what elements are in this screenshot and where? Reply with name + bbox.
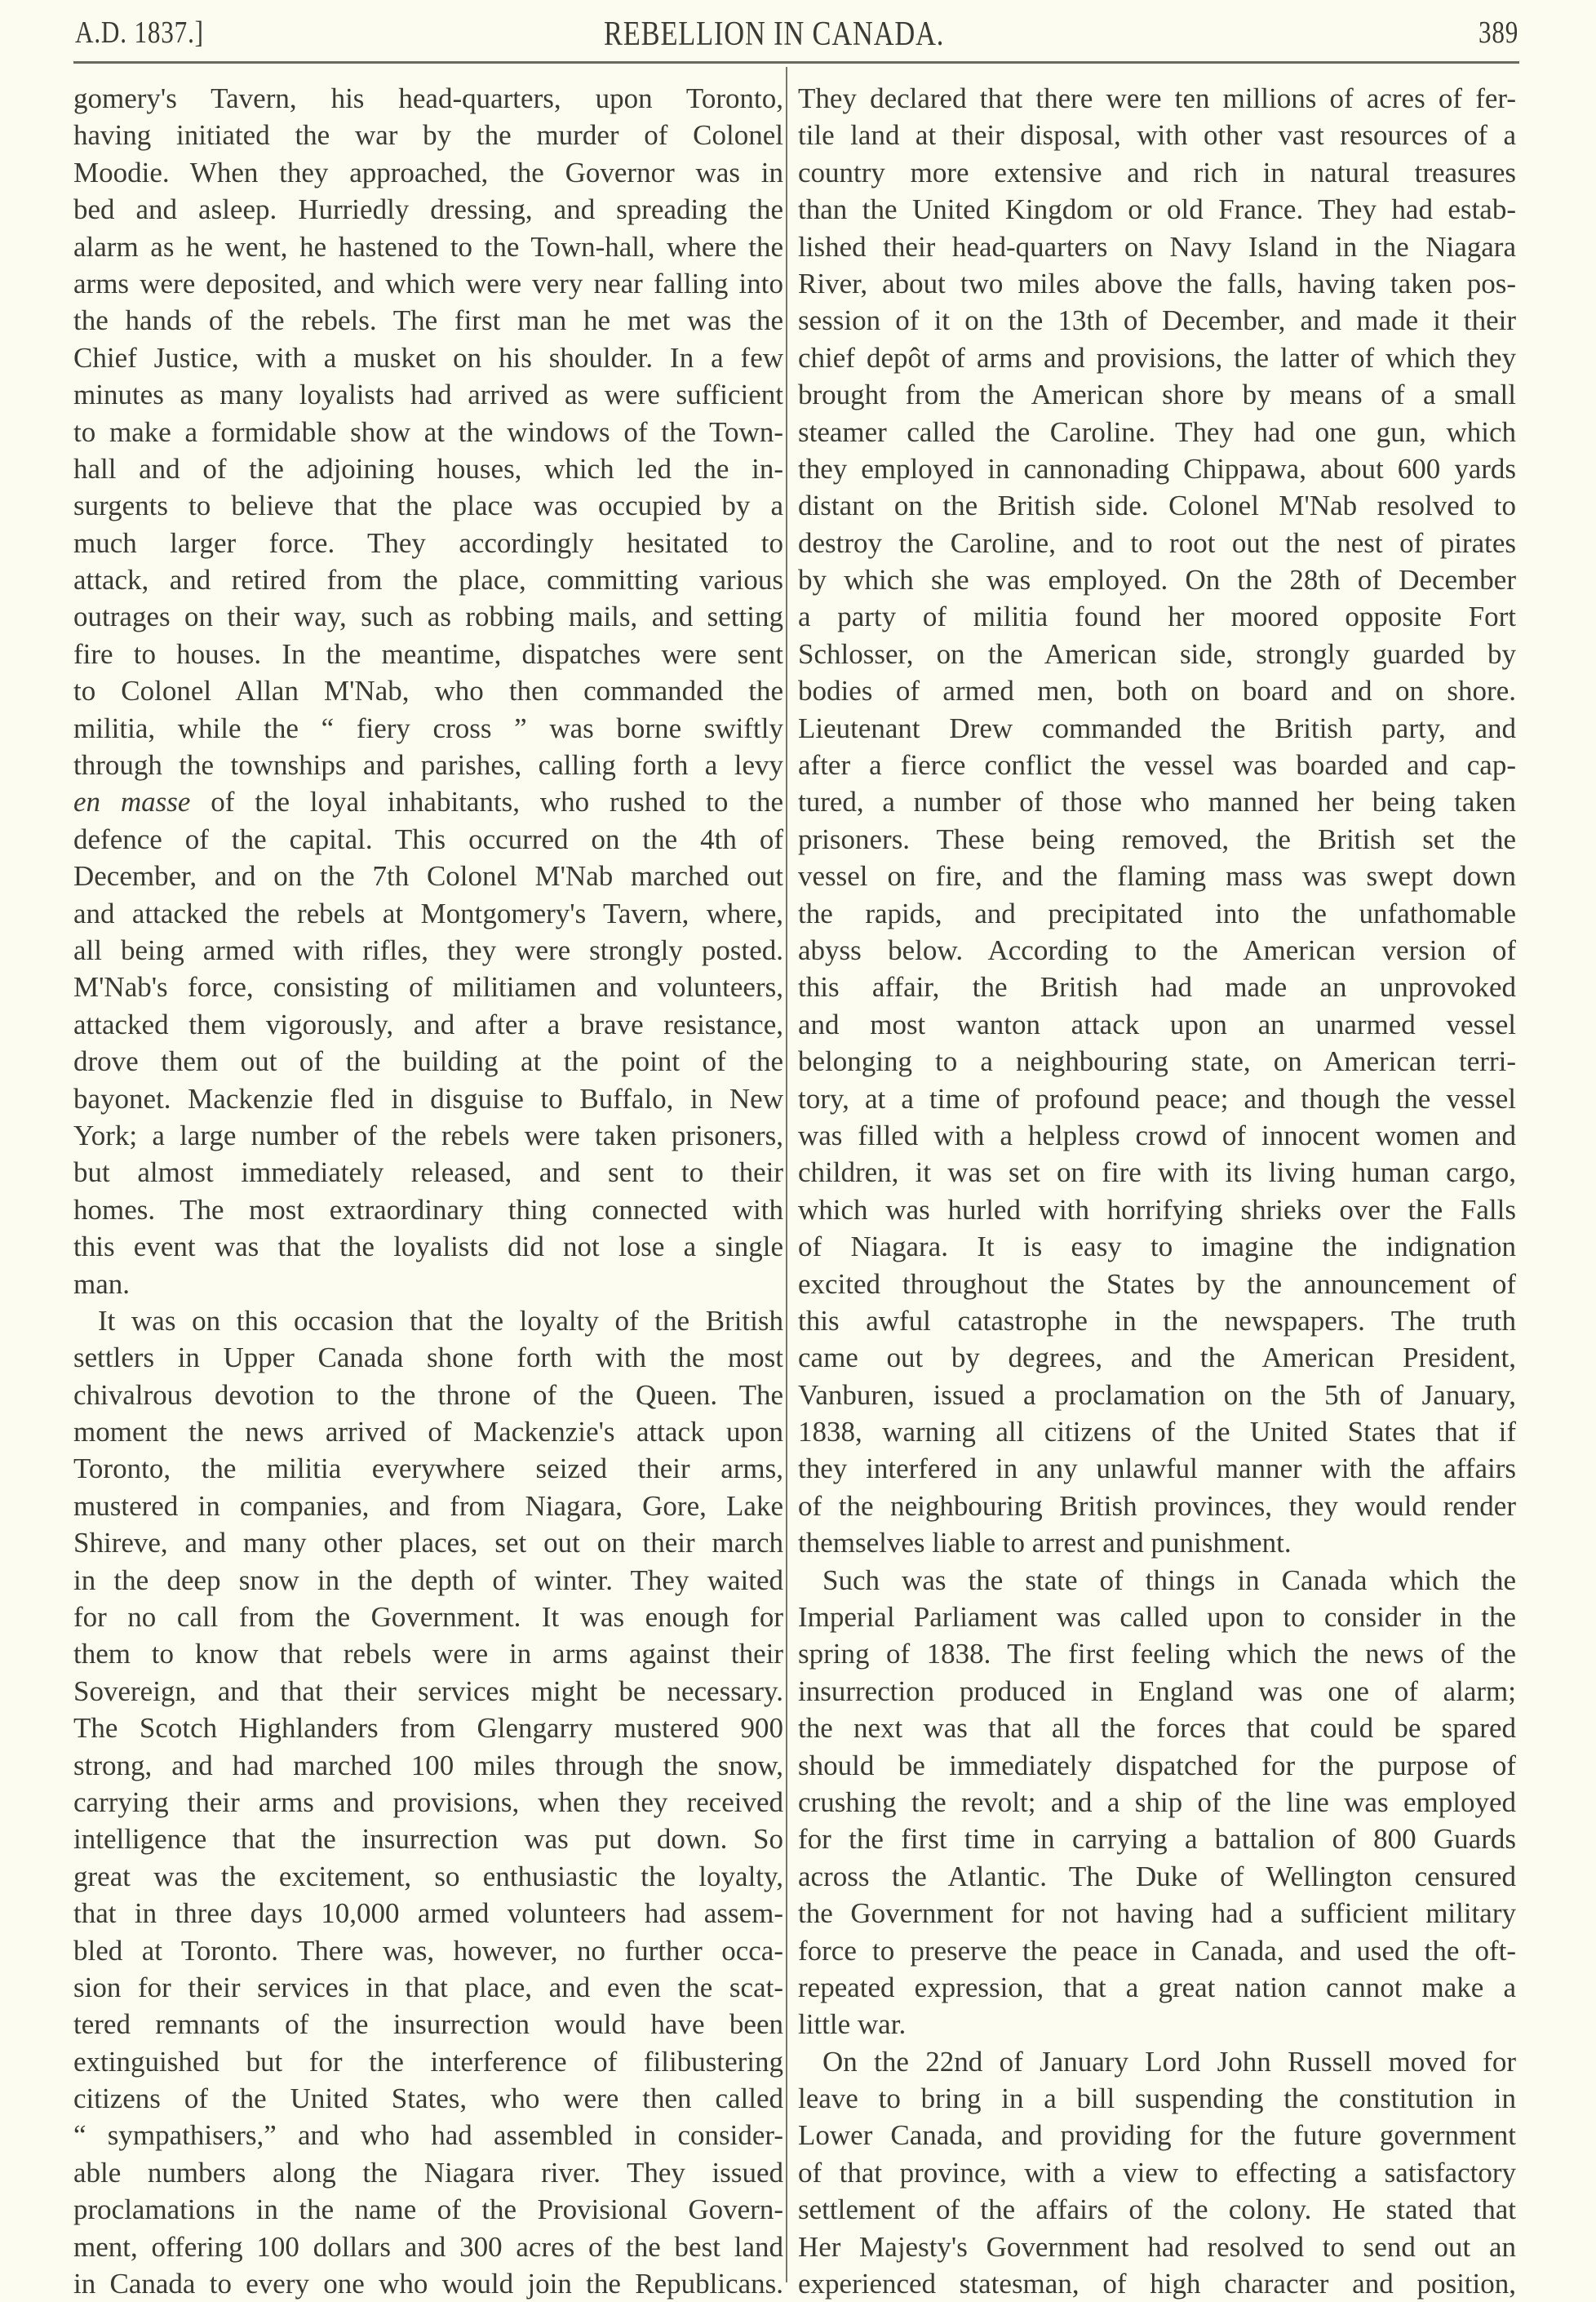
text-line: tured, a number of those who manned her being taken [798,786,1516,818]
text-line: York; a large number of the rebels were taken prisoners, [73,1119,783,1151]
text-line: hall and of the adjoining houses, which led the in- [73,452,783,485]
text-line: brought from the American shore by means of a small [798,379,1516,411]
text-line: settlers in Upper Canada shone forth with the most [73,1342,783,1374]
text-line: moment the news arrived of Mackenzie's attack upon [73,1416,783,1448]
text-line: bayonet. Mackenzie fled in disguise to Buffalo, in New [73,1082,783,1115]
text-line: which was hurled with horrifying shrieks over the Falls [798,1193,1516,1226]
text-line: surgents to believe that the place was occupied by a [73,490,783,522]
text-line: in the deep snow in the depth of winter. They waited [73,1563,783,1596]
text-line: On the 22nd of January Lord John Russell moved for [822,2045,1516,2078]
text-line: militia, while the “ fiery cross ” was borne swiftly [73,712,783,744]
text-line: the hands of the rebels. The first man he met was the [73,304,783,337]
text-line: “ sympathisers,” and who had assembled in consider- [73,2119,783,2152]
text-line: belonging to a neighbouring state, on American terri- [798,1045,1516,1078]
text-line: of that province, with a view to effecting a satisfactory [798,2156,1516,2189]
text-line: little war. [798,2008,907,2041]
text-line: ment, offering 100 dollars and 300 acres of the best land [73,2230,783,2263]
text-line: was filled with a helpless crowd of innocent women and [798,1119,1516,1151]
text-line: came out by degrees, and the American President, [798,1342,1516,1374]
text-line: citizens of the United States, who were then called [73,2082,783,2115]
text-line: Shireve, and many other places, set out on their march [73,1527,783,1559]
text-line: extinguished but for the interference of filibustering [73,2045,783,2078]
text-line: sion for their services in that place, and even the scat- [73,1971,783,2003]
text-line: tile land at their disposal, with other vast resources of a [798,119,1516,152]
text-line: should be immediately dispatched for the purpose of [798,1749,1516,1781]
text-line: River, about two miles above the falls, having taken pos- [798,267,1516,299]
text-line: outrages on their way, such as robbing mails, and setting [73,601,783,633]
running-head-title: REBELLION IN CANADA. [604,16,945,53]
text-line: December, and on the 7th Colonel M'Nab marched out [73,860,783,893]
text-line: vessel on fire, and the flaming mass was swept down [798,860,1516,893]
text-line: fire to houses. In the meantime, dispatches were sent [73,637,783,670]
text-line: bodies of armed men, both on board and on shore. [798,675,1516,707]
text-line: mustered in companies, and from Niagara, Gore, Lake [73,1489,783,1522]
text-line: that in three days 10,000 armed volunteers had assem- [73,1897,783,1930]
text-line: for the first time in carrying a battalion of 800 Guards [798,1823,1516,1856]
text-line: Toronto, the militia everywhere seized their arms, [73,1453,783,1485]
right-column [798,80,1516,2302]
text-line: steamer called the Caroline. They had one gun, which [798,415,1516,448]
text-line: leave to bring in a bill suspending the constitution in [798,2082,1516,2115]
text-line: homes. The most extraordinary thing connected with [73,1193,783,1226]
text-line: It was on this occasion that the loyalty of the British [98,1304,783,1337]
text-line: alarm as he went, he hastened to the Town-hall, where the [73,230,783,263]
text-line: en masse of the loyal inhabitants, who rushed to the [73,786,783,818]
text-line: this awful catastrophe in the newspapers. The truth [798,1304,1516,1337]
text-line: through the townships and parishes, calling forth a levy [73,749,783,782]
text-line: a party of militia found her moored opposite Fort [798,601,1516,633]
text-line: They declared that there were ten millions of acres of fer- [798,82,1516,114]
paragraph [798,80,1516,1562]
text-line: M'Nab's force, consisting of militiamen and volunteers, [73,971,783,1004]
text-line: attack, and retired from the place, committing various [73,564,783,597]
text-line: tory, at a time of profound peace; and though the vessel [798,1082,1516,1115]
text-line: prisoners. These being removed, the British set the [798,823,1516,855]
text-line: the Government for not having had a sufficient military [798,1897,1516,1930]
text-line: than the United Kingdom or old France. They had estab- [798,193,1516,226]
text-line: settlement of the affairs of the colony. He stated that [798,2193,1516,2226]
text-line: bled at Toronto. There was, however, no further occa- [73,1934,783,1967]
text-line: Moodie. When they approached, the Governor was in [73,156,783,189]
text-line: to make a formidable show at the windows of the Town- [73,415,783,448]
text-line: Schlosser, on the American side, strongly guarded by [798,637,1516,670]
text-line: session of it on the 13th of December, and made it their [798,304,1516,337]
text-line: spring of 1838. The first feeling which the news of the [798,1638,1516,1670]
text-line: and most wanton attack upon an unarmed vessel [798,1008,1516,1040]
text-line: Sovereign, and that their services might be necessary. [73,1674,783,1707]
text-line: lished their head-quarters on Navy Island in the Niagara [798,230,1516,263]
text-line: them to know that rebels were in arms against their [73,1638,783,1670]
text-line: across the Atlantic. The Duke of Wellington censured [798,1860,1516,1892]
text-line: attacked them vigorously, and after a brave resistance, [73,1008,783,1040]
paragraph [73,1302,783,2302]
text-line: of Niagara. It is easy to imagine the indignation [798,1231,1516,1263]
text-line: chief depôt of arms and provisions, the latter of which they [798,341,1516,374]
text-line: after a fierce conflict the vessel was boarded and cap- [798,749,1516,782]
running-head-date: A.D. 1837.] [75,16,204,50]
text-line: drove them out of the building at the point of the [73,1045,783,1078]
text-line: but almost immediately released, and sent to their [73,1156,783,1189]
text-line: Vanburen, issued a proclamation on the 5th of January, [798,1378,1516,1411]
text-line: man. [73,1267,131,1300]
text-line: this affair, the British had made an unprovoked [798,971,1516,1004]
text-line: force to preserve the peace in Canada, and used the oft- [798,1934,1516,1967]
paragraph [73,80,783,1302]
text-line: 1838, warning all citizens of the United States that if [798,1416,1516,1448]
text-line: experienced statesman, of high character and position, [798,2268,1516,2300]
column-divider [786,67,787,2282]
left-column [73,80,783,2302]
text-line: intelligence that the insurrection was put down. So [73,1823,783,1856]
text-line: Lieutenant Drew commanded the British party, and [798,712,1516,744]
text-line: they employed in cannonading Chippawa, about 600 yards [798,452,1516,485]
text-line: carrying their arms and provisions, when they received [73,1785,783,1818]
text-line: children, it was set on fire with its living human cargo, [798,1156,1516,1189]
text-line: for no call from the Government. It was enough for [73,1601,783,1634]
text-line: distant on the British side. Colonel M'Nab resolved to [798,490,1516,522]
text-line: excited throughout the States by the announcement of [798,1267,1516,1300]
italic-phrase: en masse [73,786,191,818]
paragraph [798,2043,1516,2302]
text-line: tered remnants of the insurrection would have been [73,2008,783,2041]
text-line: country more extensive and rich in natural treasures [798,156,1516,189]
text-line: they interfered in any unlawful manner with the affairs [798,1453,1516,1485]
text-line: defence of the capital. This occurred on the 4th of [73,823,783,855]
text-line: all being armed with rifles, they were strongly posted. [73,934,783,966]
text-line: Her Majesty's Government had resolved to send out an [798,2230,1516,2263]
text-line: in Canada to every one who would join the Republicans. [73,2268,783,2300]
text-line: minutes as many loyalists had arrived as were sufficient [73,379,783,411]
text-line: the rapids, and precipitated into the unfathomable [798,897,1516,929]
text-line: having initiated the war by the murder of Colonel [73,119,783,152]
text-line: able numbers along the Niagara river. They issued [73,2156,783,2189]
text-line: the next was that all the forces that could be spared [798,1712,1516,1745]
text-line: crushing the revolt; and a ship of the line was employed [798,1785,1516,1818]
text-line: repeated expression, that a great nation cannot make a [798,1971,1516,2003]
text-line: bed and asleep. Hurriedly dressing, and spreading the [73,193,783,226]
text-line: insurrection produced in England was one of alarm; [798,1674,1516,1707]
text-line: destroy the Caroline, and to root out the nest of pirates [798,526,1516,559]
text-line: great was the excitement, so enthusiastic the loyalty, [73,1860,783,1892]
text-line: Such was the state of things in Canada which the [822,1563,1516,1596]
text-line: Lower Canada, and providing for the future government [798,2119,1516,2152]
text-line: this event was that the loyalists did not lose a single [73,1231,783,1263]
text-line: and attacked the rebels at Montgomery's Tavern, where, [73,897,783,929]
text-line: abyss below. According to the American version of [798,934,1516,966]
text-line: The Scotch Highlanders from Glengarry mustered 900 [73,1712,783,1745]
text-line: by which she was employed. On the 28th of December [798,564,1516,597]
text-line: Imperial Parliament was called upon to consider in the [798,1601,1516,1634]
text-line: Chief Justice, with a musket on his shoulder. In a few [73,341,783,374]
text-line: much larger force. They accordingly hesitated to [73,526,783,559]
text-line: to Colonel Allan M'Nab, who then commanded the [73,675,783,707]
text-line: arms were deposited, and which were very near falling into [73,267,783,299]
text-line: themselves liable to arrest and punishment. [798,1527,1292,1559]
text-line: gomery's Tavern, his head-quarters, upon Toronto, [73,82,783,114]
text-line: proclamations in the name of the Provisional Govern- [73,2193,783,2226]
header-rule [73,61,1519,64]
text-line: strong, and had marched 100 miles through the snow, [73,1749,783,1781]
paragraph [798,1562,1516,2043]
text-line: of the neighbouring British provinces, they would render [798,1489,1516,1522]
page-number: 389 [1479,16,1519,50]
text-line: chivalrous devotion to the throne of the Queen. The [73,1378,783,1411]
